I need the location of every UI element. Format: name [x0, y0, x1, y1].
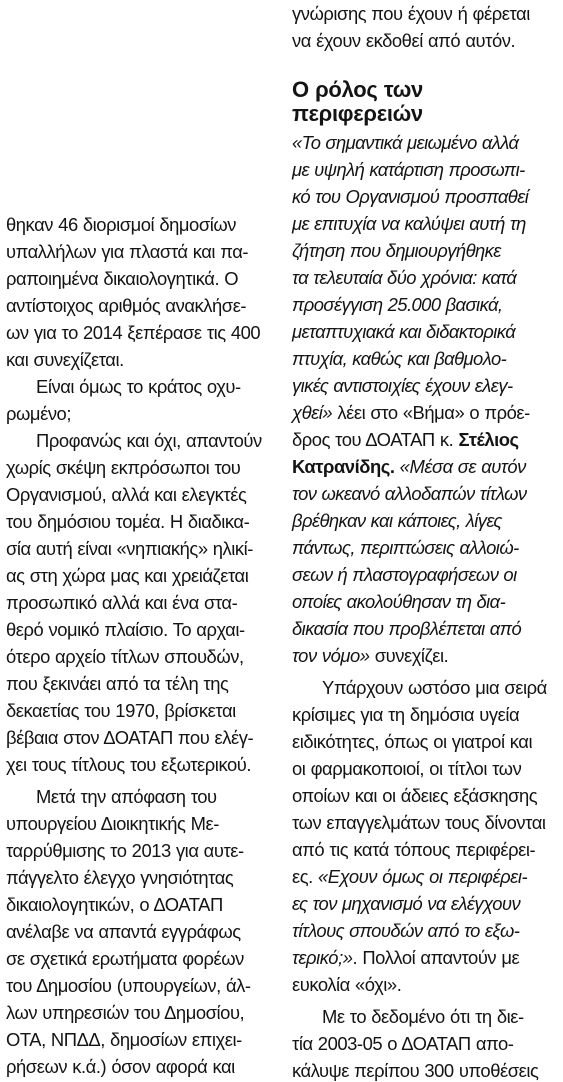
quote-line: πτυχία, καθώς και βαθμολο-	[292, 348, 507, 369]
text-line: χει τους τίτλους του εξωτερικού.	[6, 754, 252, 775]
text-line: Είναι όμως το κράτος οχυ-	[36, 376, 241, 397]
section-heading: Ο ρόλος των	[292, 77, 423, 102]
text-line: αντίστοιχος αριθμός ανακλήσε-	[6, 295, 247, 316]
text-line: ες. «Εχουν όμως οι περιφέρει-	[292, 866, 528, 887]
text-line: ταρρύθμισης το 2013 για αυτε-	[6, 840, 244, 861]
text-line: του Δημοσίου (υπουργείων, άλ-	[6, 975, 251, 996]
text-line: οποίων και οι άδειες εξάσκησης	[292, 785, 538, 806]
quote-line: γικές αντιστοιχίες έχουν ελεγ-	[292, 375, 513, 396]
text-line: ότερο αρχείο τίτλων σπουδών,	[6, 646, 244, 667]
text-line: τία 2003-05 ο ΔΟΑΤΑΠ απο-	[292, 1033, 514, 1054]
quote-line: τον ωκεανό αλλοδαπών τίτλων	[292, 483, 527, 504]
text-line: που ξεκινάει από τα τέλη της	[6, 673, 229, 694]
text-line: οι φαρμακοποιοί, οι τίτλοι των	[292, 758, 522, 779]
text-line: κρίσιμες για τη δημόσια υγεία	[292, 704, 520, 725]
text-line: των επαγγελμάτων τους δίνονται	[292, 812, 546, 833]
text-line: υπουργείου Διοικητικής Με-	[6, 813, 219, 834]
text-line: δρος του ΔΟΑΤΑΠ κ. Στέλιος	[292, 429, 519, 450]
text-line: ρήσεων κ.ά.) όσον αφορά και	[6, 1056, 235, 1077]
text-line: χωρίς σκέψη εκπρόσωποι του	[6, 457, 241, 478]
quote-line: οποίες ακολούθησαν τη δια-	[292, 591, 506, 612]
quote-line: κό του Οργανισμού προσπαθεί	[292, 186, 529, 207]
text-line: και συνεχίζεται.	[6, 349, 124, 370]
text-line: χθεί» λέει στο «Βήμα» ο πρόε-	[292, 402, 530, 423]
text-line: προσωπικό αλλά και ένα στα-	[6, 592, 238, 613]
text-line: υπαλλήλων για πλαστά και πα-	[6, 241, 249, 262]
section-heading: περιφερειών	[292, 101, 423, 126]
text-line: ειδικότητες, όπως οι γιατροί και	[292, 731, 533, 752]
quote-line: με επιτυχία να καλύψει αυτή τη	[292, 213, 526, 234]
text-line: ας στη χώρα μας και χρειάζεται	[6, 565, 249, 586]
text-line: ων για το 2014 ξεπέρασε τις 400	[6, 322, 261, 343]
text-line: βέβαια στον ΔΟΑΤΑΠ που ελέγ-	[6, 727, 254, 748]
quote-line: τα τελευταία δύο χρόνια: κατά	[292, 267, 517, 288]
text-line: ανέλαβε να απαντά εγγράφως	[6, 921, 241, 942]
quote-line: ες τον μηχανισμό να ελέγχουν	[292, 893, 521, 914]
quote-line: πάντως, περιπτώσεις αλλοιώ-	[292, 537, 519, 558]
text-line: Προφανώς και όχι, απαντούν	[36, 430, 262, 451]
text-line: λων υπηρεσιών του Δημοσίου,	[6, 1002, 245, 1023]
text-line: ευκολία «όχι».	[292, 974, 402, 995]
text-line: θηκαν 46 διορισμοί δημοσίων	[6, 214, 237, 235]
quote-line: μεταπτυχιακά και διδακτορικά	[292, 321, 516, 342]
text-line: Οργανισμού, αλλά και ελεγκτές	[6, 484, 247, 505]
text-line: να έχουν εκδοθεί από αυτόν.	[292, 30, 516, 51]
quote-line: τίτλους σπουδών από το εξω-	[292, 920, 520, 941]
quote-line: «Το σημαντικά μειωμένο αλλά	[292, 132, 519, 153]
text-line: δικαιολογητικών, ο ΔΟΑΤΑΠ	[6, 894, 223, 915]
text-line: σία αυτή είναι «νηπιακής» ηλικί-	[6, 538, 253, 559]
quote-line: ζήτηση που δημιουργήθηκε	[292, 240, 501, 261]
text-line: δεκαετίας του 1970, βρίσκεται	[6, 700, 236, 721]
quote-line: με υψηλή κατάρτιση προσωπι-	[292, 159, 525, 180]
text-line: πάγγελτο έλεγχο γνησιότητας	[6, 867, 234, 888]
text-line: Μετά την απόφαση του	[36, 786, 217, 807]
text-line: γνώρισης που έχουν ή φέρεται	[292, 3, 530, 24]
text-line: τερικό;». Πολλοί απαντούν με	[292, 947, 520, 968]
quote-line: δικασία που προβλέπεται από	[292, 618, 522, 639]
text-line: Με το δεδομένο ότι τη διε-	[322, 1006, 524, 1027]
text-line: Υπάρχουν ωστόσο μια σειρά	[322, 677, 547, 698]
text-line: ΟΤΑ, ΝΠΔΔ, δημοσίων επιχει-	[6, 1029, 242, 1050]
text-line: του δημόσιου τομέα. Η διαδικα-	[6, 511, 250, 532]
text-line: θερό νομικό πλαίσιο. Το αρχαι-	[6, 619, 245, 640]
text-line: από τις κατά τόπους περιφέρει-	[292, 839, 536, 860]
quote-line: σεων ή πλαστογραφήσεων οι	[292, 564, 517, 585]
text-line: κάλυψε περίπου 300 υποθέσεις	[292, 1060, 539, 1081]
text-line: ρωμένο;	[6, 403, 71, 424]
text-line: Κατρανίδης. «Μέσα σε αυτόν	[292, 456, 526, 477]
text-line: τον νόμο» συνεχίζει.	[292, 645, 449, 666]
quote-line: βρέθηκαν και κάποιες, λίγες	[292, 510, 502, 531]
text-line: σε σχετικά ερωτήματα φορέων	[6, 948, 244, 969]
text-line: ραποιημένα δικαιολογητικά. Ο	[6, 268, 239, 289]
quote-line: προσέγγιση 25.000 βασικά,	[292, 294, 503, 315]
